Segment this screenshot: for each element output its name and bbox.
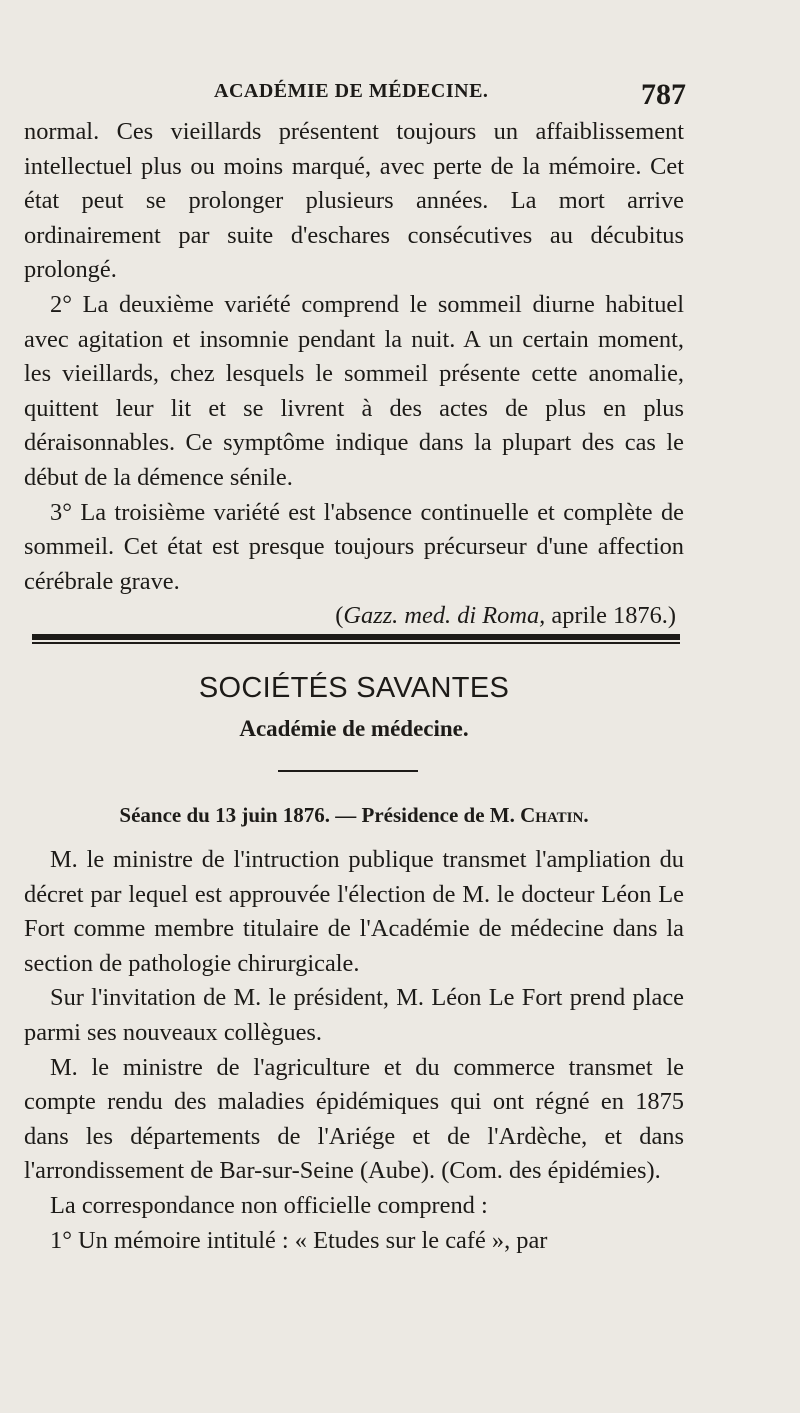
citation-journal: Gazz. med. di Roma,	[343, 602, 546, 630]
paragraph-ministre-agriculture: M. le ministre de l'agriculture et du commerce transmet le compte rendu des maladies épidémiques qui ont régné en 1875 dans les départements de l'Ariége et de l'Ardèche, et dans l'arrondissement de Bar-sur-Seine (Aube). (Com. des épidémies).	[24, 1053, 684, 1185]
lower-text-block	[24, 843, 684, 1258]
session-line	[24, 803, 684, 828]
page-header	[24, 78, 684, 112]
citation-open: (	[335, 602, 344, 630]
paragraph-ministre-instruction: M. le ministre de l'intruction publique transmet l'ampliation du décret par lequel est approuvée l'élection de M. le docteur Léon Le Fort comme membre titulaire de l'Académie de médecine dans la section de pathologie chirurgicale.	[24, 846, 684, 977]
session-text: Séance du 13 juin 1876. — Présidence de M.	[119, 803, 521, 827]
section-divider	[32, 634, 680, 644]
paragraph-invitation: Sur l'invitation de M. le président, M. Léon Le Fort prend place parmi ses nouveaux collègues.	[24, 984, 684, 1046]
section-title: SOCIÉTÉS SAVANTES	[198, 672, 510, 704]
paragraph-third-variety: 3° La troisième variété est l'absence continuelle et complète de sommeil. Cet état est presque toujours précurseur d'une affection cérébrale grave.	[24, 498, 684, 595]
citation-date: aprile 1876.)	[545, 602, 676, 630]
paragraph-memoire: 1° Un mémoire intitulé : « Etudes sur le café », par	[50, 1226, 548, 1254]
paragraph-second-variety: 2° La deuxième variété comprend le sommeil diurne habituel avec agitation et insomnie pendant la nuit. A un certain moment, les vieillards, chez lesquels le sommeil présente cette anomalie, quittent leur lit et se livrent à des actes de plus en plus déraisonnables. Ce symptôme indique dans la plupart des cas le début de la démence sénile.	[24, 290, 684, 491]
running-head: ACADÉMIE DE MÉDECINE.	[214, 80, 489, 102]
paragraph-correspondance: La correspondance non officielle comprend :	[50, 1191, 488, 1219]
citation	[24, 599, 684, 634]
short-divider	[278, 770, 418, 772]
upper-text-block	[24, 115, 684, 634]
thin-rule	[32, 642, 680, 644]
subsection-title: Académie de médecine.	[239, 716, 469, 741]
thick-rule	[32, 634, 680, 640]
paragraph-continuation: normal. Ces vieillards présentent toujours un affaiblissement intellectuel plus ou moins marqué, avec perte de la mémoire. Cet état peut se prolonger plusieurs années. La mort arrive ordinairement par suite d'eschares consécutives au décubitus prolongé.	[24, 118, 684, 284]
session-president: Chatin.	[520, 803, 589, 827]
page-number: 787	[641, 78, 686, 111]
